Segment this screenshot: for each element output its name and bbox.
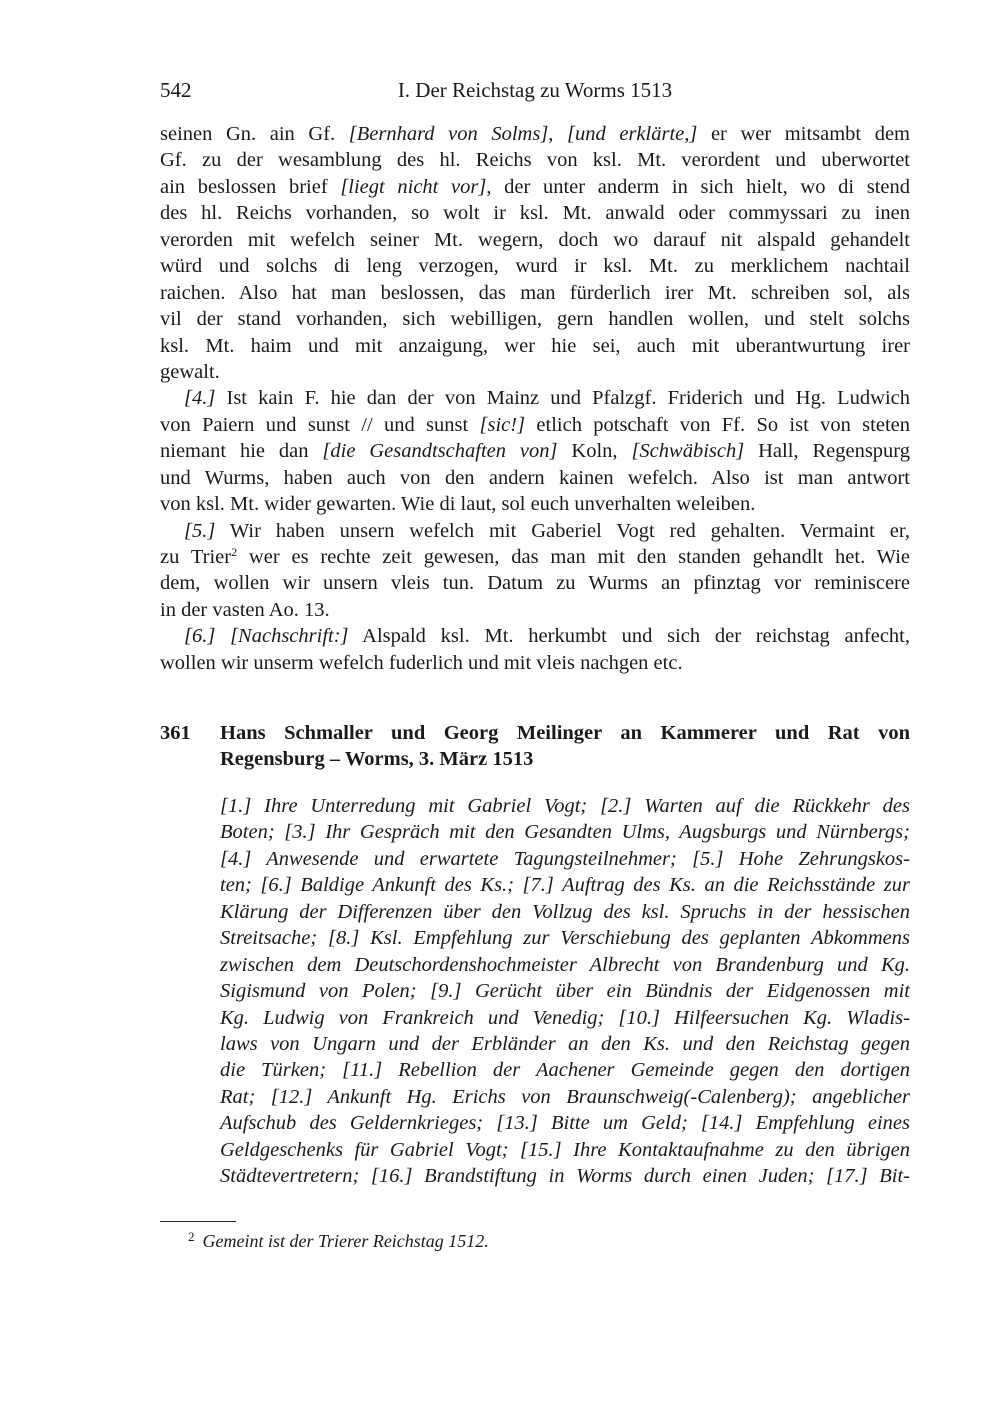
text-segment: , <box>548 123 568 145</box>
footnote-reference: 2 <box>231 545 238 559</box>
text-line <box>160 570 910 596</box>
text-line <box>160 650 910 676</box>
document-number: 361 <box>160 722 191 744</box>
text-segment: würd und solchs di leng verzogen, wurd ir ksl. Mt. zu merklichem nachtail <box>160 255 910 278</box>
summary-line: Kg. Ludwig von Frankreich und Venedig; [10.] Hilfeersuchen Kg. Wladis- <box>220 1006 910 1029</box>
running-header <box>160 78 910 106</box>
summary-line: laws von Ungarn und der Erbländer an den Ks. und den Reichstag gegen <box>220 1032 910 1055</box>
text-line <box>160 623 910 649</box>
text-segment: und Wurms, haben auch von den andern kainen wefelch. Also ist man antwort <box>160 466 910 489</box>
summary-line: ten; [6.] Baldige Ankunft des Ks.; [7.] Auftrag des Ks. an die Reichsstände zur <box>220 874 910 897</box>
text-line <box>160 333 910 359</box>
text-segment: wollen wir unserm wefelch fuderlich und mit vleis nachgen etc. <box>160 651 683 674</box>
text-line <box>160 253 910 279</box>
title-line: Hans Schmaller und Georg Meilinger an Kammerer und Rat von <box>220 722 910 744</box>
text-segment: ain beslossen brief <box>160 175 341 198</box>
text-line <box>160 544 910 570</box>
editorial-note: [4.] <box>184 387 216 410</box>
editorial-note: [und erklärte,] <box>567 123 698 145</box>
summary-line: [4.] Anwesende und erwartete Tagungsteilnehmer; [5.] Hohe Zehrungskos- <box>220 847 910 870</box>
footnote-marker: 2 <box>188 1229 195 1244</box>
running-title: I. Der Reichstag zu Worms 1513 <box>397 78 673 102</box>
text-line <box>160 438 910 464</box>
text-segment: vil der stand vorhanden, sich webilligen, gern handlen wollen, und stelt solchs <box>160 308 910 331</box>
text-segment: wer es rechte zeit gewesen, das man mit den standen gehandlt het. Wie <box>237 546 911 568</box>
editorial-note: [die Gesandtschaften von] <box>322 440 558 463</box>
text-segment: er wer mitsambt dem <box>697 123 910 145</box>
text-segment: verorden mit wefelch seiner Mt. wegern, doch wo darauf nit alspald gehandelt <box>160 228 910 251</box>
text-segment: niemant hie dan <box>160 440 323 463</box>
text-line <box>160 491 910 517</box>
summary-line: Geldgeschenks für Gabriel Vogt; [15.] Ihre Kontaktaufnahme zu den übrigen <box>220 1138 910 1161</box>
summary-line: Städtevertretern; [16.] Brandstiftung in Worms durch einen Juden; [17.] Bit- <box>220 1165 910 1188</box>
editorial-note: [6.] [Nachschrift:] <box>184 625 349 648</box>
footnote-rule <box>160 1221 236 1222</box>
text-line <box>160 465 910 491</box>
footnote <box>188 1229 489 1253</box>
text-segment: von ksl. Mt. wider gewarten. Wie di laut, sol euch unverhalten weleiben. <box>160 493 756 516</box>
text-line <box>160 518 910 544</box>
text-segment: Alspald ksl. Mt. herkumbt und sich der reichstag anfecht, <box>348 625 910 648</box>
editorial-note: [liegt nicht vor] <box>340 175 487 198</box>
text-line <box>160 227 910 253</box>
document-summary <box>220 793 910 1190</box>
summary-line: die Türken; [11.] Rebellion der Aachener Gemeinde gegen den dortigen <box>220 1059 910 1082</box>
summary-line: Boten; [3.] Ihr Gespräch mit den Gesandten Ulms, Augsburgs und Nürnbergs; <box>220 821 910 844</box>
text-line <box>160 174 910 200</box>
text-line <box>160 121 910 147</box>
summary-line: zwischen dem Deutschordenshochmeister Albrecht von Brandenburg und Kg. <box>220 953 910 976</box>
editorial-note: [5.] <box>184 519 216 542</box>
text-line <box>160 359 910 385</box>
text-segment: von Paiern und sunst // und sunst <box>160 413 480 436</box>
text-line <box>160 147 910 173</box>
text-line <box>160 200 910 226</box>
page-number: 542 <box>160 78 192 102</box>
text-segment: Ist kain F. hie dan der von Mainz und Pfalzgf. Friderich und Hg. Ludwich <box>215 387 910 410</box>
summary-line: Streitsache; [8.] Ksl. Empfehlung zur Verschiebung des geplanten Abkommens <box>220 927 910 950</box>
text-segment: in der vasten Ao. 13. <box>160 598 330 621</box>
footnote-text: Gemeint ist der Trierer Reichstag 1512. <box>202 1231 489 1251</box>
text-segment: etlich potschaft von Ff. So ist von steten <box>525 413 910 436</box>
text-line <box>160 306 910 332</box>
text-segment: zu Trier <box>160 546 232 568</box>
text-segment: gewalt. <box>160 360 220 383</box>
summary-line: [1.] Ihre Unterredung mit Gabriel Vogt; [2.] Warten auf die Rückkehr des <box>220 795 910 817</box>
text-segment: Gf. zu der wesamblung des hl. Reichs von ksl. Mt. verordent und uberwortet <box>160 149 910 172</box>
text-segment: ksl. Mt. haim und mit anzaigung, wer hie sei, auch mit uberantwurtung irer <box>160 334 910 357</box>
text-line <box>160 412 910 438</box>
text-segment: raichen. Also hat man beslossen, das man fürderlich irer Mt. schreiben sol, als <box>160 281 910 304</box>
body-text <box>160 121 910 676</box>
document-title <box>220 720 910 773</box>
text-segment: dem, wollen wir unsern vleis tun. Datum zu Wurms an pfinztag vor reminiscere <box>160 572 910 595</box>
text-segment: seinen Gn. ain Gf. <box>160 123 349 145</box>
summary-line: Aufschub des Geldernkrieges; [13.] Bitte um Geld; [14.] Empfehlung eines <box>220 1112 910 1135</box>
text-segment: Hall, Regenspurg <box>744 440 911 463</box>
title-line: Regensburg – Worms, 3. März 1513 <box>220 748 534 771</box>
text-segment: des hl. Reichs vorhanden, so wolt ir ksl. Mt. anwald oder commyssari zu inen <box>160 202 910 225</box>
text-segment: Wir haben unsern wefelch mit Gaberiel Vogt red gehalten. Vermaint er, <box>215 519 910 542</box>
summary-line: Sigismund von Polen; [9.] Gerücht über ein Bündnis der Eidgenossen mit <box>220 980 910 1003</box>
text-line <box>160 280 910 306</box>
editorial-note: [sic!] <box>479 413 526 436</box>
summary-line: Klärung der Differenzen über den Vollzug des ksl. Spruchs in der hessischen <box>220 900 910 923</box>
text-line <box>160 385 910 411</box>
text-line <box>160 597 910 623</box>
text-segment: , der unter anderm in sich hielt, wo di stend <box>486 175 910 198</box>
text-segment: Koln, <box>557 440 632 463</box>
editorial-note: [Bernhard von Solms] <box>348 123 549 145</box>
summary-line: Rat; [12.] Ankunft Hg. Erichs von Braunschweig(-Calenberg); angeblicher <box>220 1085 910 1108</box>
editorial-note: [Schwäbisch] <box>631 440 745 463</box>
